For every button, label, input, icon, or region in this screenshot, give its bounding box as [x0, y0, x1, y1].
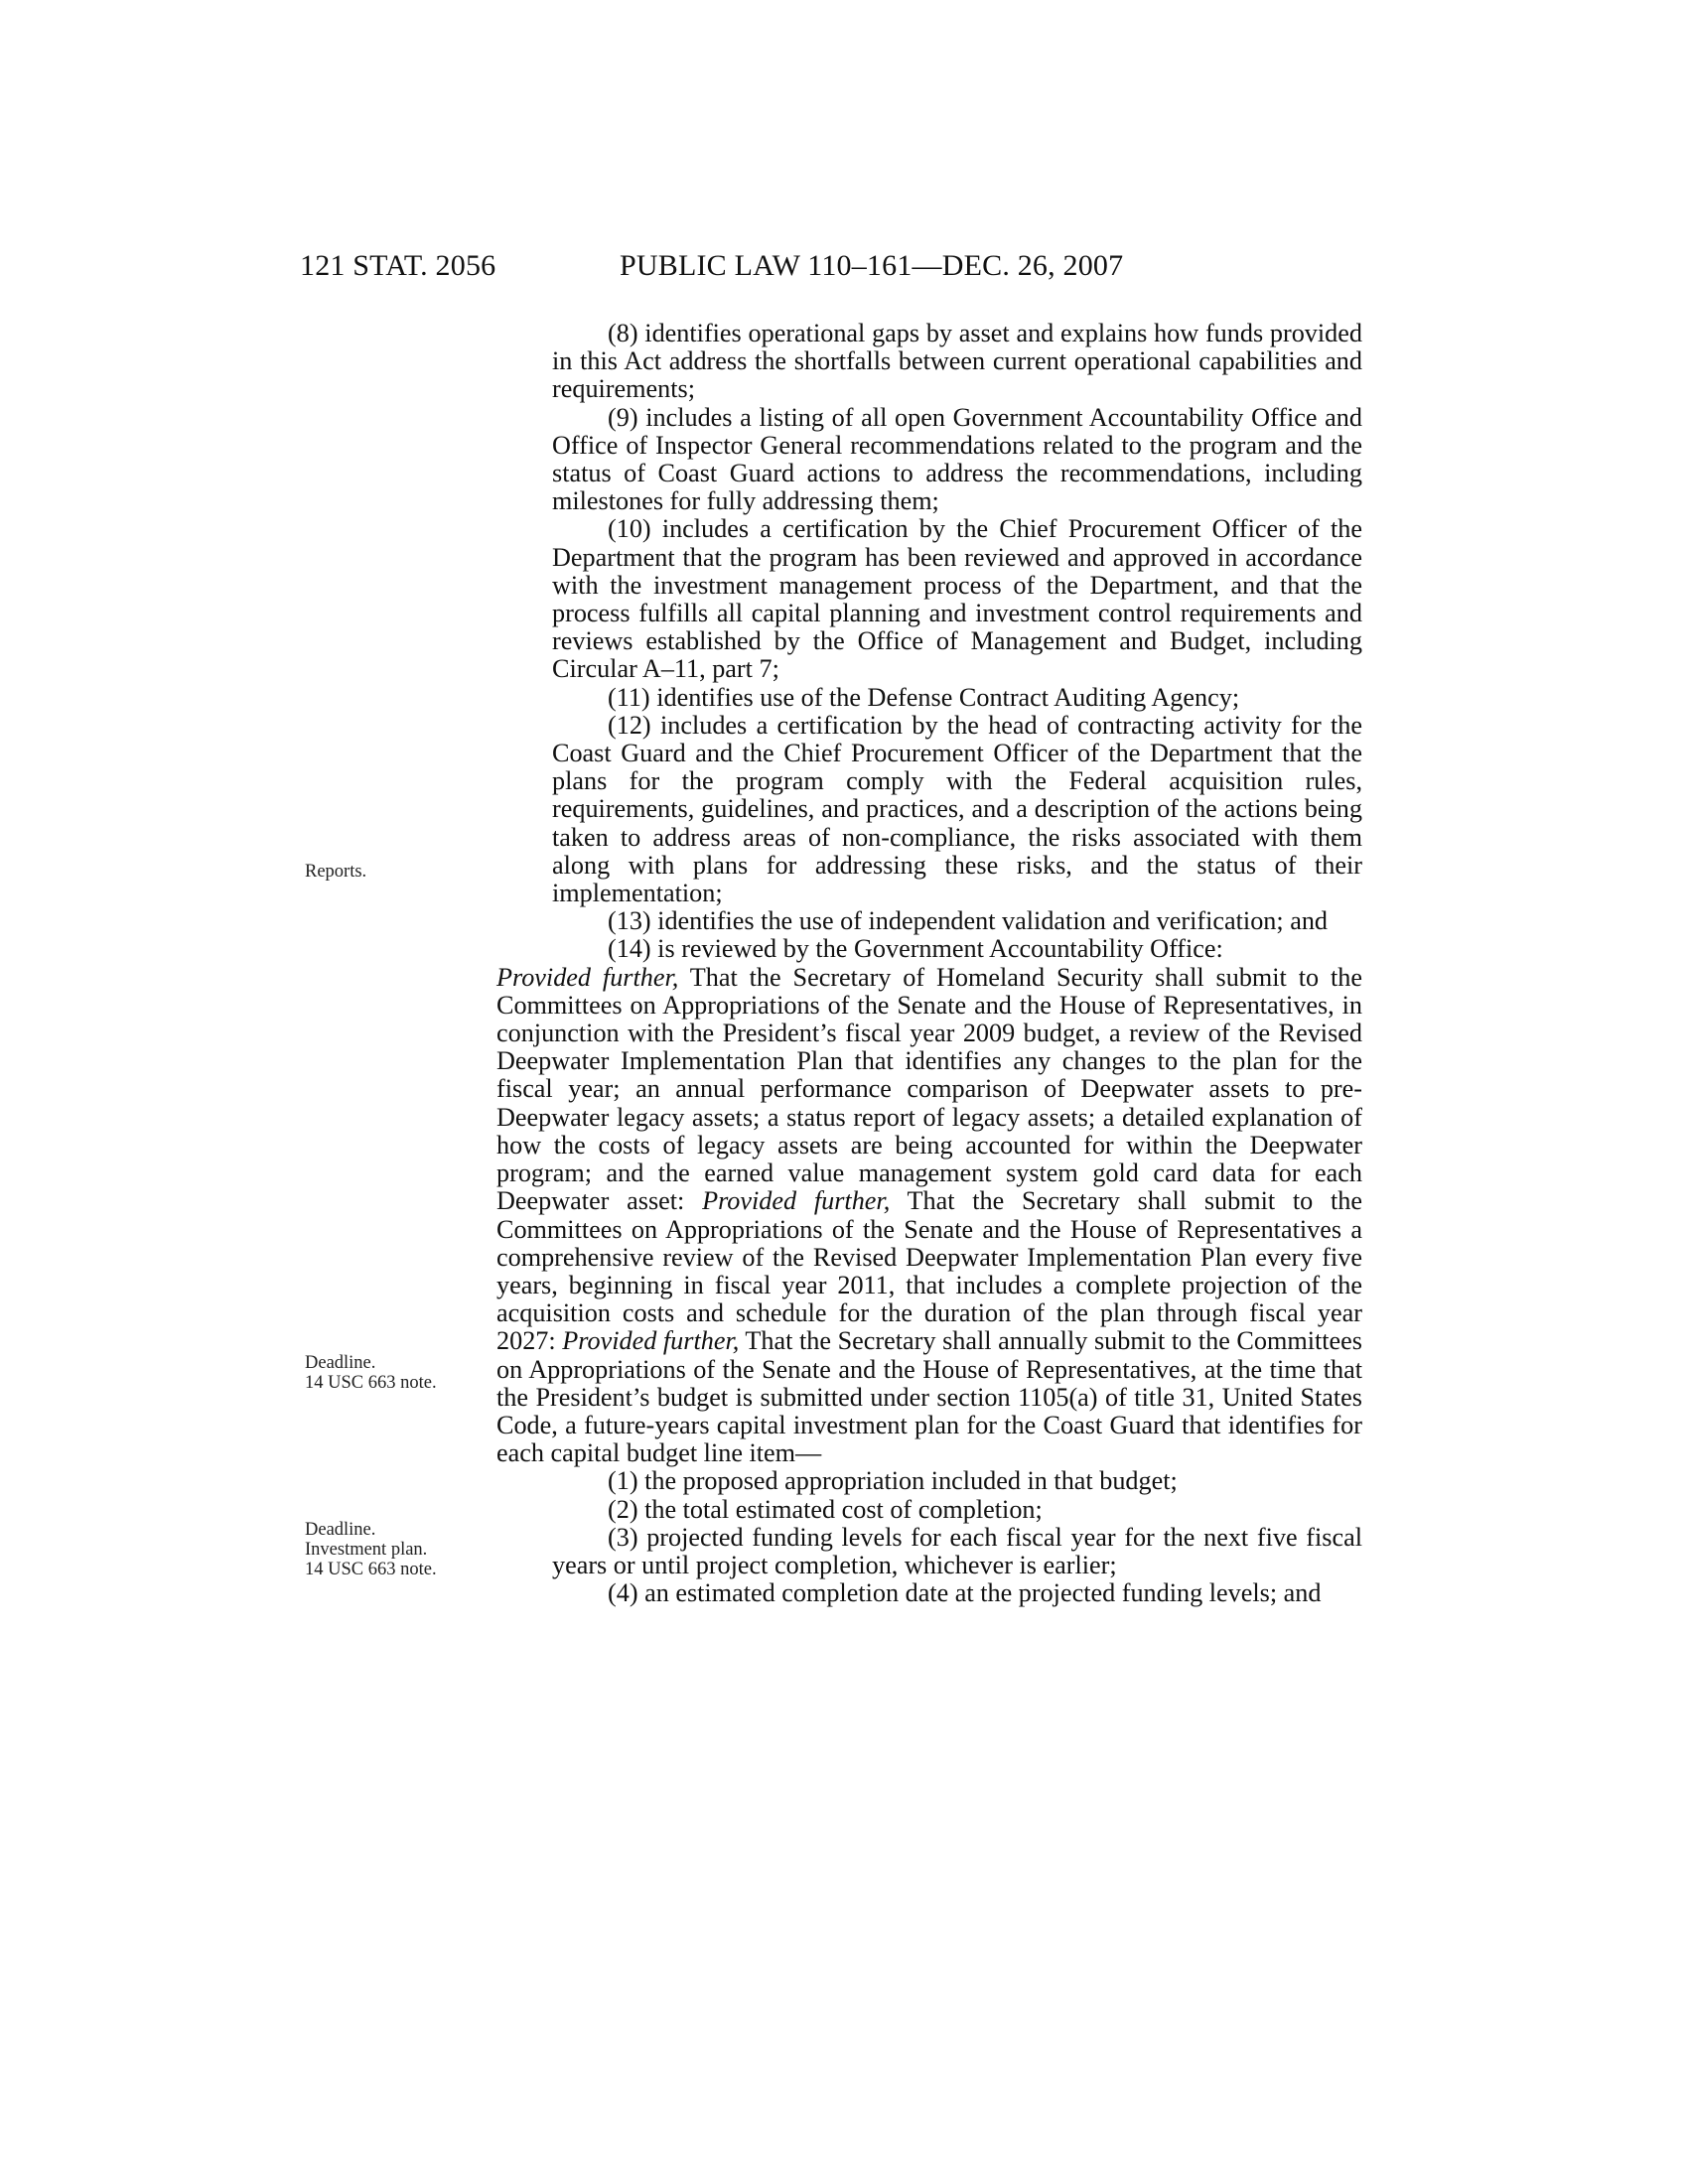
clause-10: (10) includes a certification by the Chief Procurement Officer of the Department that the program has been reviewed and approved in accordance with the investment management process of the Department, and that the process fulfills all capital planning and investment control requirements and reviews established by the Office of Management and Budget, including Circular A–11, part 7;: [552, 514, 1362, 684]
subclause-4: (4) an estimated completion date at the projected funding levels; and: [608, 1578, 1322, 1608]
running-header: [300, 249, 1362, 289]
proviso-label-3: Provided further,: [562, 1326, 740, 1356]
subclause-3: (3) projected funding levels for each fiscal year for the next five fiscal years or until project completion, whichever is earlier;: [552, 1522, 1362, 1579]
proviso-label-2: Provided further,: [702, 1186, 891, 1216]
margin-note-deadline-1: Deadline. 14 USC 663 note.: [305, 1353, 437, 1393]
proviso-text-1: That the Secretary of Homeland Security shall submit to the Committees on Appropriations of the Senate and the House of Representatives, in conjunction with the President’s fiscal year 2009 budget, a review of the Revised Deepwater Implementation Plan that identifies any changes to the plan for the fiscal year; an annual performance comparison of Deepwater assets to pre-Deepwater legacy assets; a status report of legacy assets; a detailed explanation of how the costs of legacy assets are being accounted for within the Deepwater program; and the earned value management system gold card data for each Deepwater asset:: [496, 962, 1362, 1216]
clause-8: (8) identifies operational gaps by asset and explains how funds provided in this Act address the shortfalls between current operational capabilities and requirements;: [552, 319, 1362, 404]
page-reference: 121 STAT. 2056: [300, 249, 496, 282]
proviso-text-3: That the Secretary shall annually submit to the Committees on Appropriations of the Senate and the House of Representatives, at the time that the President’s budget is submitted under section 1105(a) of title 31, United States Code, a future-years capital investment plan for the Coast Guard that identifies for each capital budget line item—: [496, 1326, 1362, 1468]
clause-11: (11) identifies use of the Defense Contract Auditing Agency;: [608, 682, 1240, 712]
statute-body: [496, 320, 1362, 1607]
proviso-text-2: That the Secretary shall submit to the Committees on Appropriations of the Senate and the House of Representatives a comprehensive review of the Revised Deepwater Implementation Plan every five years, beginning in fiscal year 2011, that includes a complete projection of the acquisition costs and schedule for the duration of the plan through fiscal year 2027:: [496, 1186, 1362, 1356]
clause-13: (13) identifies the use of independent validation and verification; and: [608, 906, 1329, 936]
proviso-paragraph: [496, 964, 1362, 1468]
subclause-2: (2) the total estimated cost of completion;: [608, 1494, 1043, 1524]
clause-12: (12) includes a certification by the head of contracting activity for the Coast Guard and the Chief Procurement Officer of the Department that the plans for the program comply with the Federal acquisition rules, requirements, guidelines, and practices, and a description of the actions being taken to address areas of non-compliance, the risks associated with them along with plans for addressing these risks, and the status of their implementation;: [552, 710, 1362, 908]
subclause-1: (1) the proposed appropriation included in that budget;: [608, 1466, 1178, 1496]
proviso-label-1: Provided further,: [496, 962, 679, 992]
running-title: PUBLIC LAW 110–161—DEC. 26, 2007: [620, 249, 1124, 282]
clause-14: (14) is reviewed by the Government Accountability Office:: [608, 934, 1223, 964]
margin-note-reports: Reports.: [305, 862, 367, 882]
margin-note-deadline-2: Deadline. Investment plan. 14 USC 663 note.: [305, 1520, 437, 1579]
clause-9: (9) includes a listing of all open Government Accountability Office and Office of Inspector General recommendations related to the program and the status of Coast Guard actions to address the recommendations, including milestones for fully addressing them;: [552, 402, 1362, 516]
